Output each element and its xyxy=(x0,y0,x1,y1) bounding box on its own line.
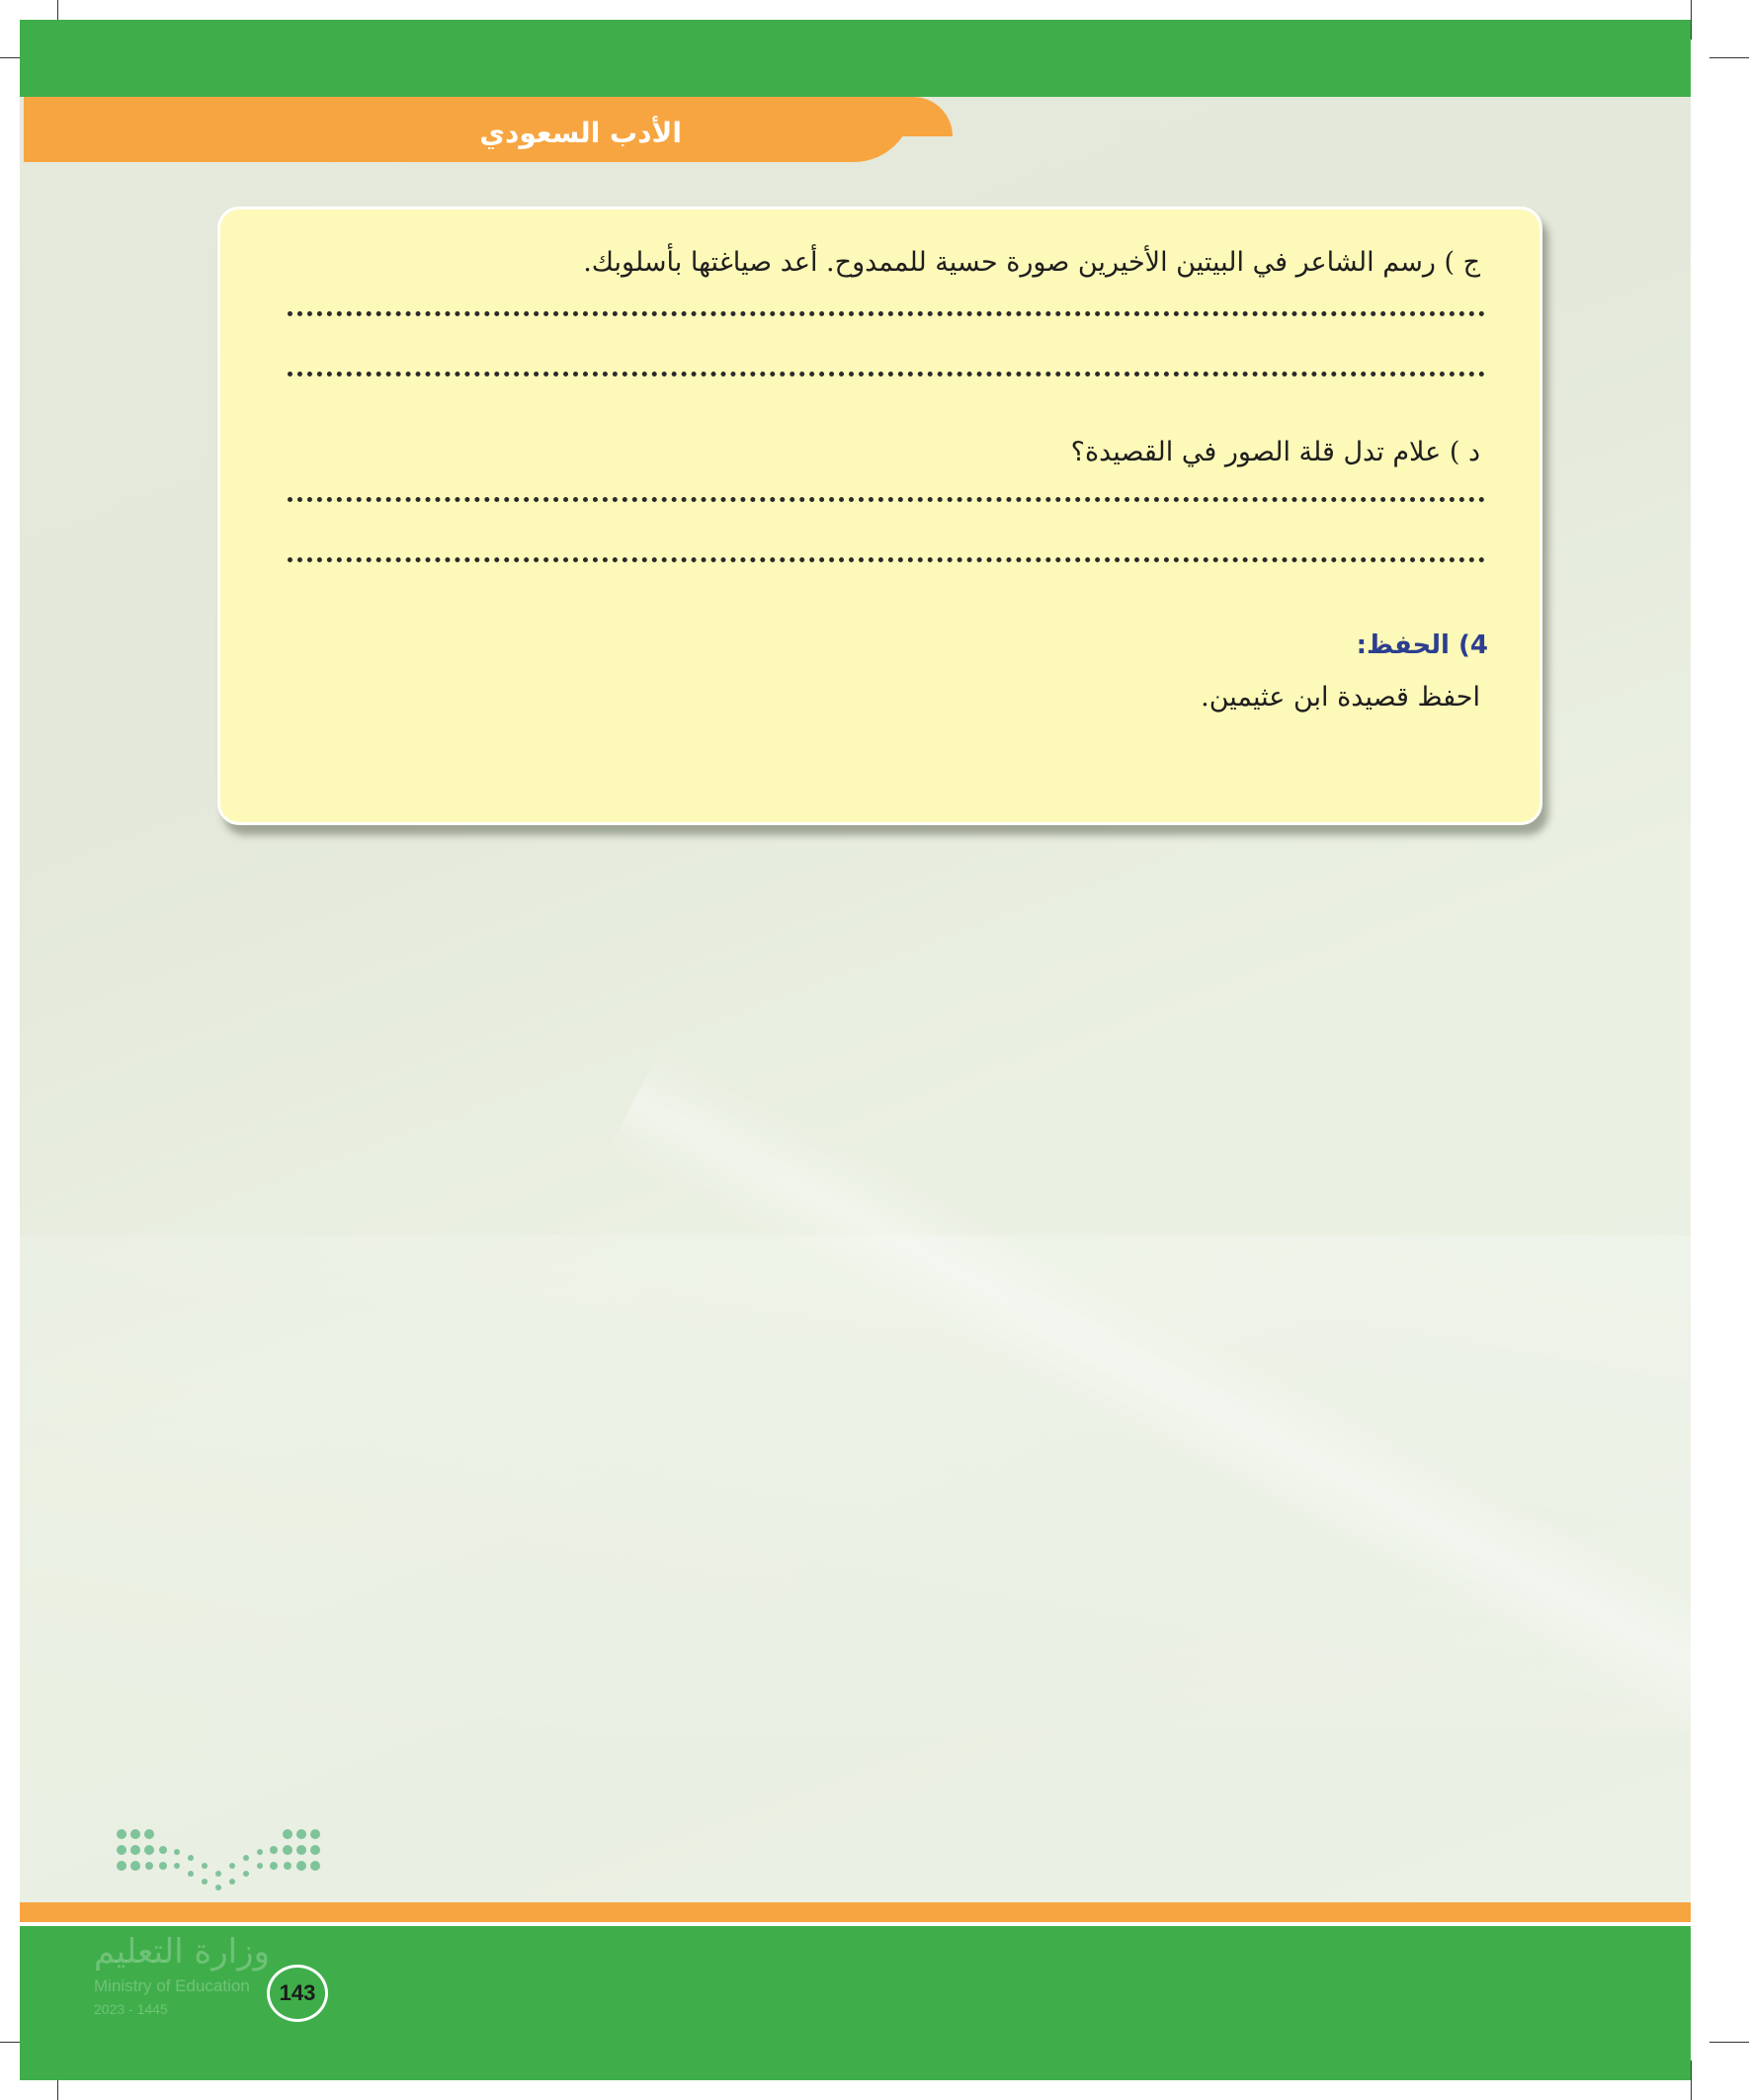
answer-line[interactable] xyxy=(288,372,1485,377)
answer-line[interactable] xyxy=(288,497,1485,502)
answer-line[interactable] xyxy=(288,311,1485,316)
ministry-year: 2023 - 1445 xyxy=(94,2001,168,2017)
answer-line[interactable] xyxy=(288,557,1485,562)
background-sheen xyxy=(20,1235,1691,1729)
header-green-band xyxy=(20,20,1691,97)
crop-mark xyxy=(1691,0,1692,40)
question-c: ج ) رسم الشاعر في البيتين الأخيرين صورة حسية للممدوح. أعد صياغتها بأسلوبك. xyxy=(583,247,1480,278)
exercise-box xyxy=(217,207,1542,825)
section-heading: 4) الحفظ: xyxy=(1356,630,1488,660)
footer-orange-band xyxy=(20,1902,1691,1922)
crop-mark xyxy=(1709,57,1749,58)
page-number: 143 xyxy=(267,1965,328,2022)
crop-mark xyxy=(1691,2060,1692,2100)
ministry-name-english: Ministry of Education xyxy=(94,1976,250,1995)
question-d: د ) علام تدل قلة الصور في القصيدة؟ xyxy=(1070,437,1480,467)
crop-mark xyxy=(1709,2042,1749,2043)
ministry-name-arabic: وزارة التعليم xyxy=(94,1932,270,1972)
book-page xyxy=(20,20,1691,2080)
book-title: الأدب السعودي xyxy=(479,117,682,149)
memorize-instruction: احفظ قصيدة ابن عثيمين. xyxy=(1201,682,1480,713)
